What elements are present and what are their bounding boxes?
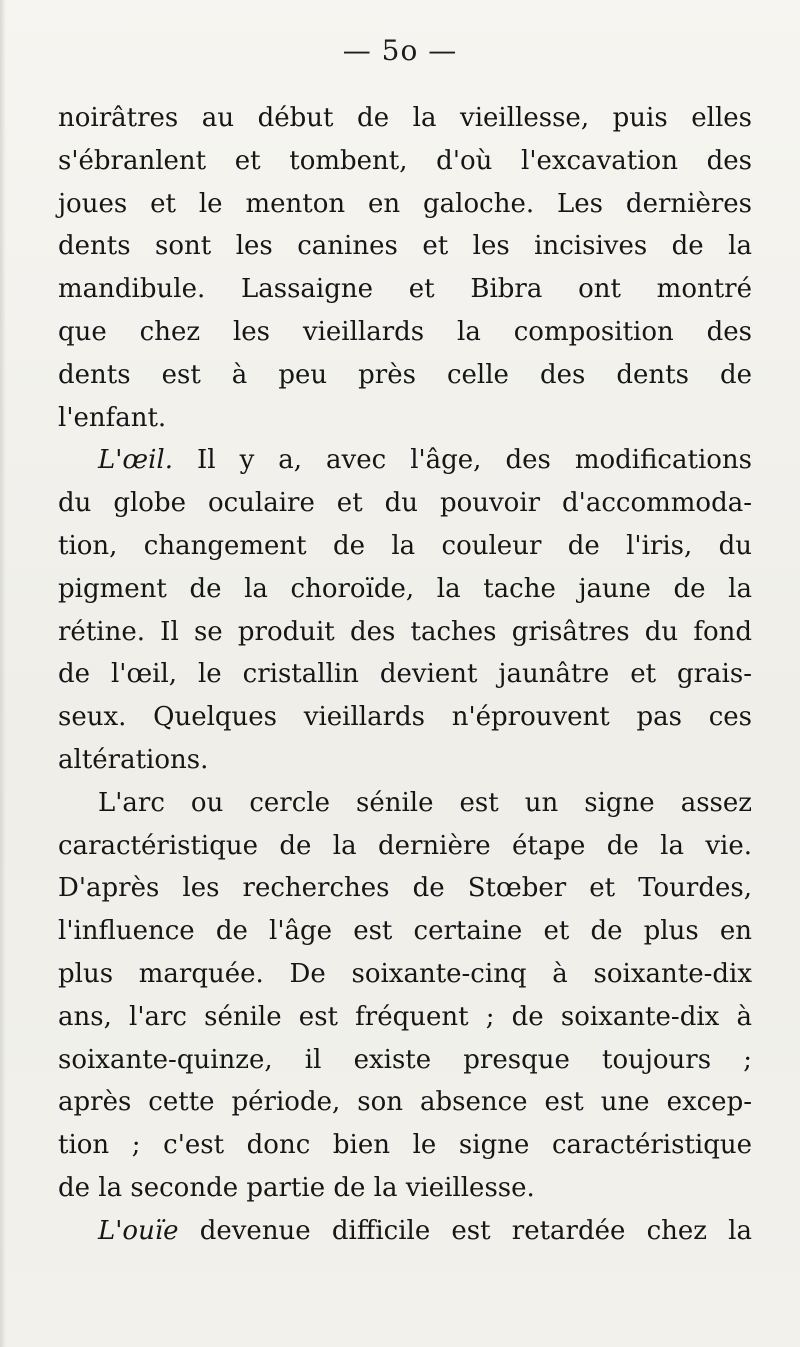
text-line: [58, 1210, 752, 1253]
text-line: tion ; c'est donc bien le signe caractéristique: [58, 1130, 752, 1161]
text-line: [58, 439, 752, 482]
text-line: mandibule. Lassaigne et Bibra ont montré: [58, 274, 752, 305]
text-line: ans, l'arc sénile est fréquent ; de soixante-dix à: [58, 1001, 752, 1032]
text-line: s'ébranlent et tombent, d'où l'excavation des: [58, 145, 752, 176]
text-line: du globe oculaire et du pouvoir d'accommoda-: [58, 488, 752, 519]
text-line-rest: devenue difficile est retardée chez la: [178, 1215, 752, 1246]
text-line: joues et le menton en galoche. Les dernières: [58, 188, 752, 219]
text-line: soixante-quinze, il existe presque toujours ;: [58, 1044, 752, 1075]
text-line: de l'œil, le cristallin devient jaunâtre et grais-: [58, 659, 752, 690]
text-line: dents sont les canines et les incisives de la: [58, 231, 752, 262]
text-line: plus marquée. De soixante-cinq à soixante-dix: [58, 958, 752, 989]
text-line: après cette période, son absence est une excep-: [58, 1087, 752, 1118]
text-line: l'influence de l'âge est certaine et de plus en: [58, 916, 752, 947]
text-line: L'arc ou cercle sénile est un signe assez: [98, 787, 752, 818]
page-edge-shadow: [0, 0, 6, 1347]
paragraph-eye: [58, 439, 752, 781]
text-line: que chez les vieillards la composition des: [58, 316, 752, 347]
text-line: caractéristique de la dernière étape de la vie.: [58, 830, 752, 861]
body-text: [58, 97, 752, 1253]
text-line: seux. Quelques vieillards n'éprouvent pas ces: [58, 702, 752, 733]
text-line: noirâtres au début de la vieillesse, puis elles: [58, 103, 752, 133]
text-line: dents est à peu près celle des dents de: [58, 359, 752, 390]
text-line: pigment de la choroïde, la tache jaune de la: [58, 573, 752, 604]
text-line: D'après les recherches de Stœber et Tourdes,: [58, 873, 752, 904]
paragraph-teeth: [58, 97, 752, 439]
text-line: rétine. Il se produit des taches grisâtres du fond: [58, 616, 752, 647]
section-lead-eye: L'œil.: [98, 445, 174, 476]
page-number: — 5o —: [342, 34, 458, 67]
paragraph-hearing: [58, 1210, 752, 1253]
text-line: l'enfant.: [58, 402, 167, 433]
text-line: de la seconde partie de la vieillesse.: [58, 1172, 535, 1203]
text-line: altérations.: [58, 744, 209, 775]
text-line: tion, changement de la couleur de l'iris, du: [58, 530, 752, 561]
section-lead-hearing: L'ouïe: [98, 1215, 179, 1246]
paragraph-senile-arc: [58, 782, 752, 1210]
text-line-rest: Il y a, avec l'âge, des modifications: [173, 445, 752, 476]
